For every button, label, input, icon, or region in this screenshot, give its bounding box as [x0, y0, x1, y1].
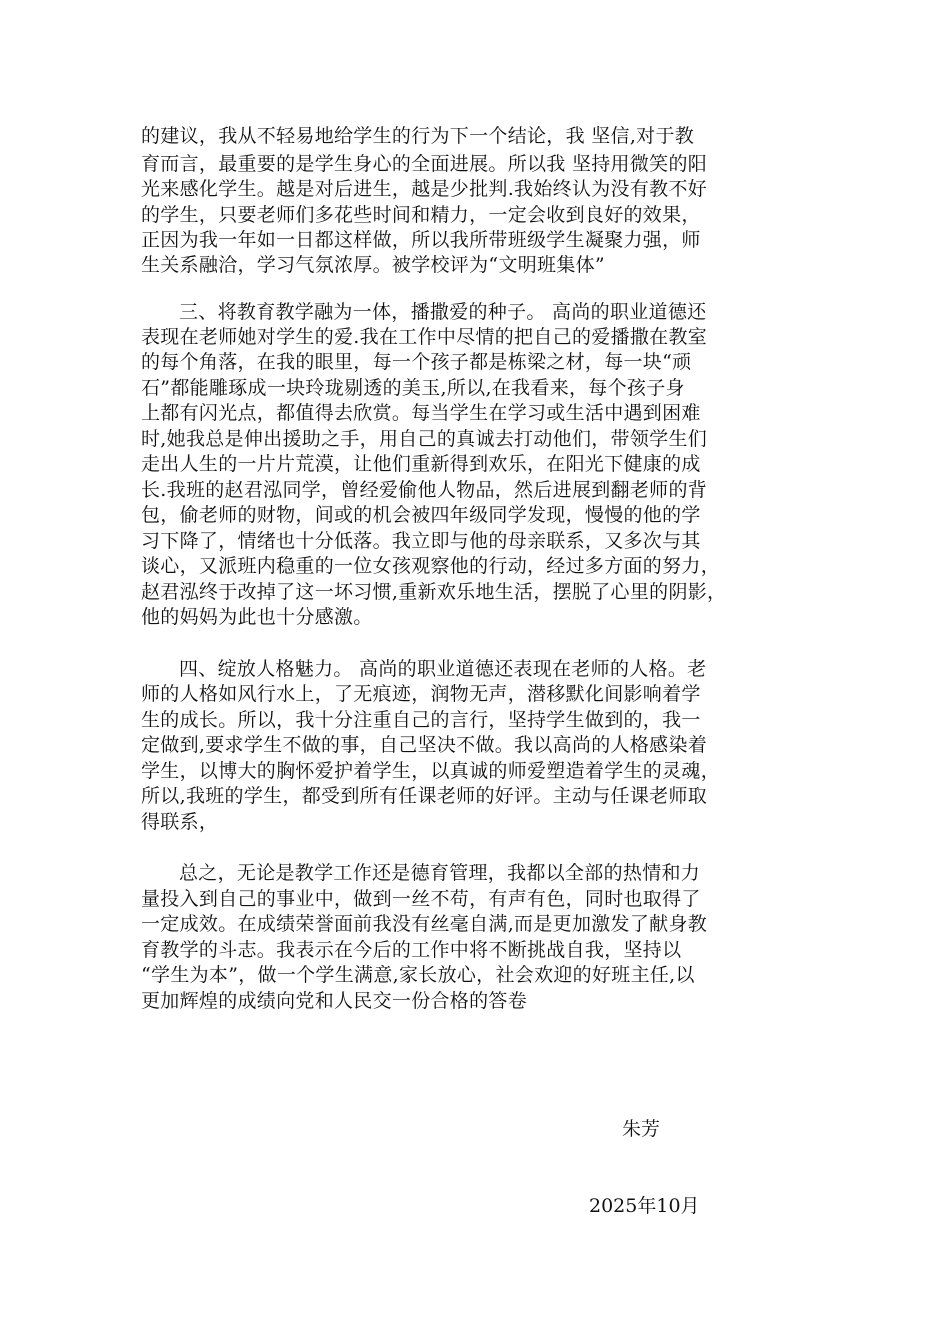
text-line: “学生为本”，做一个学生满意,家长放心，社会欢迎的好班主任,以	[141, 964, 695, 986]
text-line: 一定成效。在成绩荣誉面前我没有丝毫自满,而是更加激发了献身教	[141, 913, 708, 935]
text-line: 谈心，又派班内稳重的一位女孩观察他的行动，经过多方面的努力，	[141, 555, 721, 577]
text-line: 量投入到自己的事业中，做到一丝不苟，有声有色，同时也取得了	[141, 888, 701, 910]
text-line: 长.我班的赵君泓同学，曾经爱偷他人物品，然后进展到翻老师的背	[141, 479, 708, 501]
text-line: 所以,我班的学生，都受到所有任课老师的好评。主动与任课老师取	[141, 785, 708, 807]
text-line: 习下降了，情绪也十分低落。我立即与他的母亲联系，又多次与其	[141, 530, 701, 552]
text-line: 四、绽放人格魅力。 高尚的职业道德还表现在老师的人格。老	[179, 658, 707, 680]
text-line: 石”都能雕琢成一块玲珑剔透的美玉,所以,在我看来，每个孩子身	[141, 377, 685, 399]
text-line: 表现在老师她对学生的爱.我在工作中尽情的把自己的爱播撒在教室	[141, 326, 708, 348]
text-line: 的学生，只要老师们多花些时间和精力，一定会收到良好的效果，	[141, 204, 701, 226]
text-line: 总之，无论是教学工作还是德育管理，我都以全部的热情和力	[179, 862, 701, 884]
signature-name: 朱芳	[622, 1118, 661, 1140]
text-line: 生的成长。所以，我十分注重自己的言行，坚持学生做到的，我一	[141, 709, 701, 731]
text-line: 光来感化学生。越是对后进生，越是少批判.我始终认为没有教不好	[141, 178, 708, 200]
text-line: 师的人格如风行水上，了无痕迹，润物无声，潜移默化间影响着学	[141, 683, 701, 705]
text-line: 的每个角落，在我的眼里，每一个孩子都是栋梁之材，每一块“顽	[141, 351, 692, 373]
text-line: 学生，以博大的胸怀爱护着学生，以真诚的师爱塑造着学生的灵魂，	[141, 760, 721, 782]
text-line: 育教学的斗志。我表示在今后的工作中将不断挑战自我，坚持以	[141, 939, 682, 961]
text-line: 育而言，最重要的是学生身心的全面进展。所以我 坚持用微笑的阳	[141, 153, 708, 175]
text-line: 上都有闪光点，都值得去欣赏。每当学生在学习或生活中遇到困难	[141, 402, 701, 424]
text-line: 走出人生的一片片荒漠，让他们重新得到欢乐，在阳光下健康的成	[141, 453, 701, 475]
text-line: 正因为我一年如一日都这样做，所以我所带班级学生凝聚力强，师	[141, 229, 701, 251]
text-line: 三、将教育教学融为一体，播撒爱的种子。 高尚的职业道德还	[179, 301, 707, 323]
text-line: 时,她我总是伸出援助之手，用自己的真诚去打动他们，带领学生们	[141, 428, 708, 450]
text-line: 更加辉煌的成绩向党和人民交一份合格的答卷	[141, 990, 528, 1012]
text-line: 得联系，	[141, 811, 219, 833]
text-line: 定做到,要求学生不做的事，自己坚决不做。我以高尚的人格感染着	[141, 734, 708, 756]
text-line: 包，偷老师的财物，间或的机会被四年级同学发现，慢慢的他的学	[141, 504, 701, 526]
text-line: 他的妈妈为此也十分感激。	[141, 606, 373, 628]
signature-date: 2025年10月	[589, 1195, 700, 1217]
text-line: 的建议，我从不轻易地给学生的行为下一个结论，我 坚信,对于教	[141, 125, 695, 147]
text-line: 生关系融洽，学习气氛浓厚。被学校评为“文明班集体”	[141, 254, 605, 276]
text-line: 赵君泓终于改掉了这一坏习惯,重新欢乐地生活，摆脱了心里的阴影，	[141, 581, 727, 603]
